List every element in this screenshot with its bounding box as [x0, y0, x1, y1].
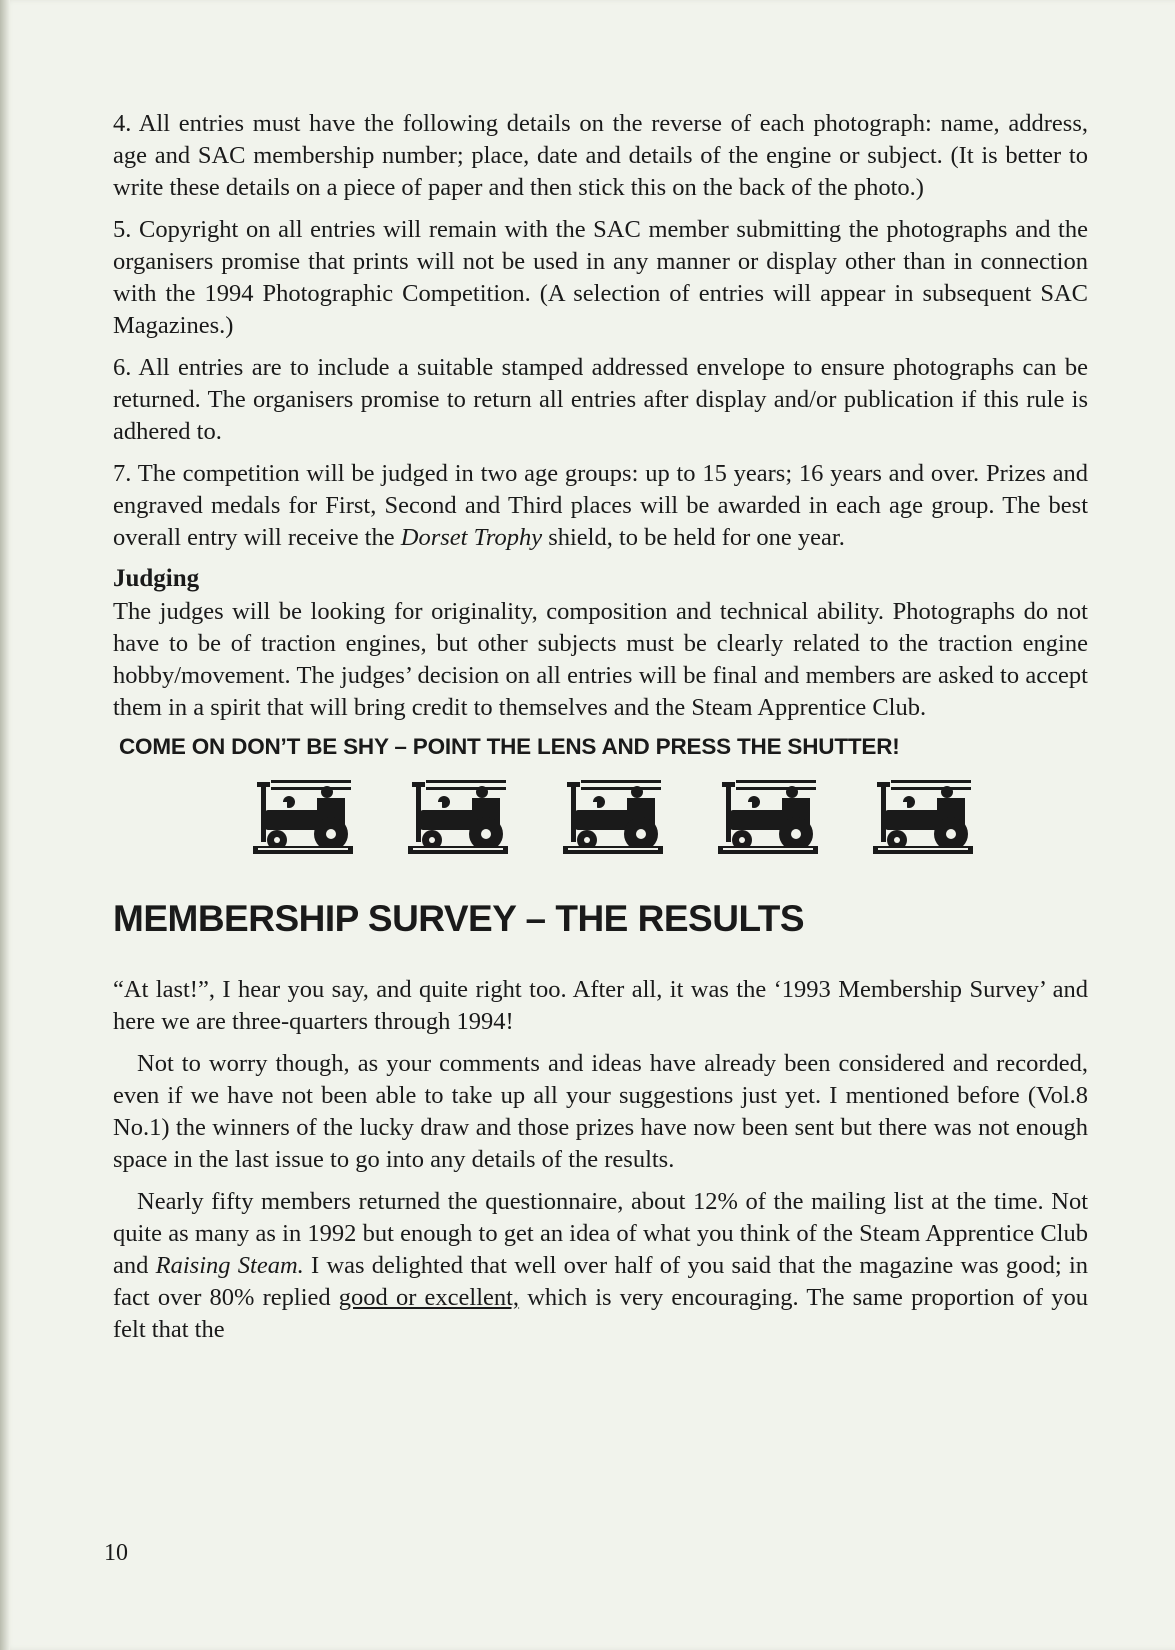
page-spine-shadow — [0, 0, 10, 1650]
rule-7-end: shield, to be held for one year. — [542, 524, 845, 551]
traction-engine-icon — [253, 778, 353, 860]
rule-4: 4. All entries must have the following details on the reverse of each photograph: name, address, age and SAC membership number; place, date and details of the engine or subject. (It is better to write these details on a piece of paper and then stick this on the back of the photo.) — [113, 110, 1088, 201]
rule-5: 5. Copyright on all entries will remain with the SAC member submitting the photographs and the organisers promise that prints will not be used in any manner or display other than in connection with the 1994 Photographic Competition. (A selection of entries will appear in subsequent SAC Magazines.) — [113, 216, 1088, 339]
traction-engine-icon — [873, 778, 973, 860]
page-number: 10 — [104, 1540, 128, 1566]
magazine-name: Raising Steam. — [155, 1252, 304, 1279]
call-to-action: COME ON DON’T BE SHY – POINT THE LENS AND PRESS THE SHUTTER! — [119, 734, 900, 759]
judging-text: The judges will be looking for originality, composition and technical ability. Photographs do not have to be of traction engines, but other subjects must be clearly related to the traction engine hobby/movement. The judges’ decision on all entries will be final and members are asked to accept them in a spirit that will bring credit to themselves and the Steam Apprentice Club. — [113, 598, 1088, 721]
traction-engine-icon — [563, 778, 663, 860]
judging-heading: Judging — [113, 565, 200, 592]
traction-engine-row — [253, 778, 973, 860]
page-content — [113, 108, 1088, 1356]
survey-p3-text-3: which is very encouraging. The same proportion of you felt that the — [113, 1284, 1088, 1343]
rule-7-text: 7. The competition will be judged in two age groups: up to 15 years; 16 years and over. Prizes and engraved medals for First, Second and Third places will be awarded in each age group. The best overall entry will receive the — [113, 460, 1088, 551]
survey-p3-text: Nearly fifty members returned the questionnaire, about 12% of the mailing list at the time. Not quite as many as in 1992 but enough to get an idea of what you think of the Steam Apprentice Club and — [113, 1188, 1088, 1279]
underlined-phrase: good or excellent, — [338, 1284, 520, 1311]
survey-paragraph-1: “At last!”, I hear you say, and quite right too. After all, it was the ‘1993 Membership Survey’ and here we are three-quarters through 1994! — [113, 976, 1088, 1035]
survey-paragraph-2: Not to worry though, as your comments and ideas have already been considered and recorded, even if we have not been able to take up all your suggestions just yet. I mentioned before (Vol.8 No.1) the winners of the lucky draw and those prizes have now been sent but there was not enough space in the last issue to go into any details of the results. — [113, 1050, 1088, 1173]
traction-engine-icon — [718, 778, 818, 860]
traction-engine-icon — [408, 778, 508, 860]
rule-6: 6. All entries are to include a suitable stamped addressed envelope to ensure photographs can be returned. The organisers promise to return all entries after display and/or publication if this rule is adhered to. — [113, 354, 1088, 445]
survey-title: MEMBERSHIP SURVEY – THE RESULTS — [113, 898, 805, 939]
trophy-name: Dorset Trophy — [400, 524, 543, 551]
rule-7 — [113, 458, 1088, 554]
survey-p3-text-2: I was delighted that well over half of you said that the magazine was good; in fact over 80% replied — [113, 1252, 1088, 1311]
survey-paragraph-3 — [113, 1186, 1088, 1346]
